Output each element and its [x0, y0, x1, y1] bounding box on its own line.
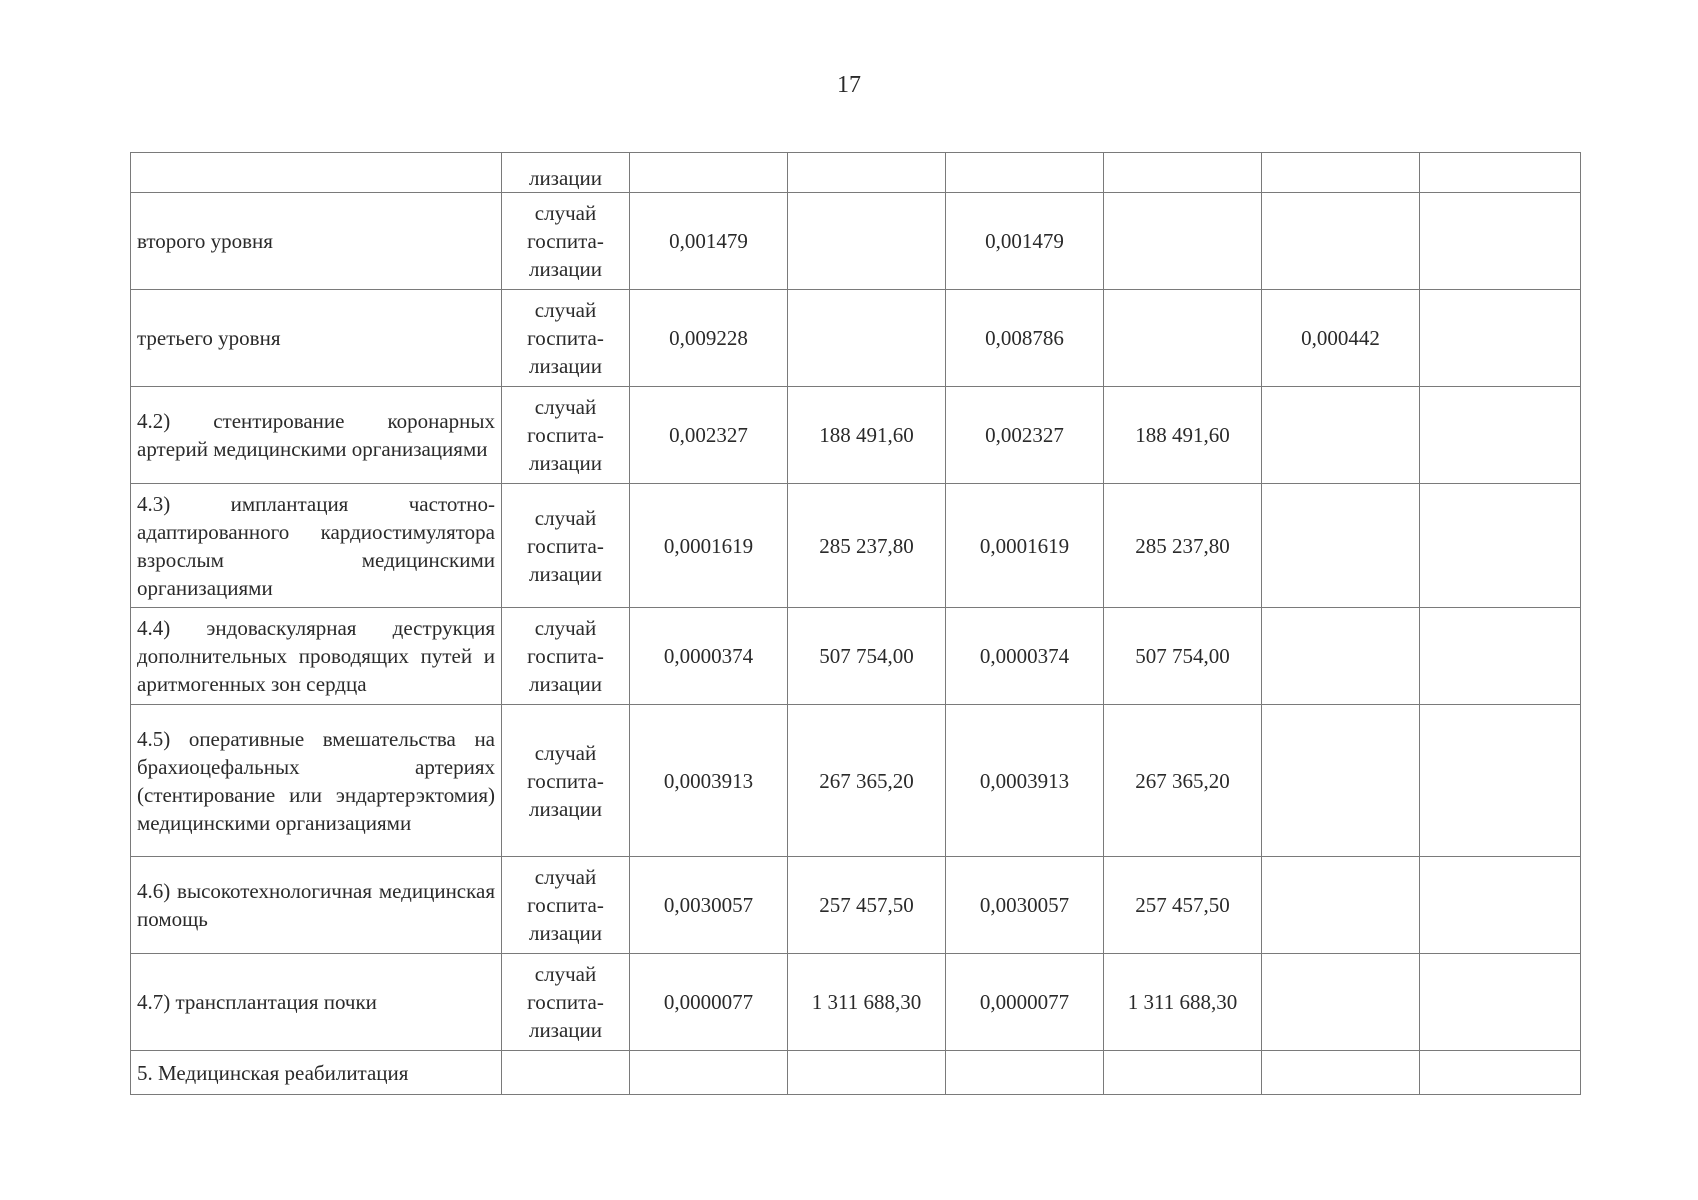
value-cell: 257 457,50: [788, 857, 946, 954]
unit-cell: [502, 608, 630, 705]
value-cell: [1420, 193, 1581, 290]
table-row: [131, 387, 1581, 484]
value-cell: [1262, 1051, 1420, 1095]
value-cell: [1104, 153, 1262, 193]
unit-line: случай: [534, 865, 597, 889]
value-cell: 507 754,00: [788, 608, 946, 705]
unit-line: случай: [534, 740, 597, 765]
value-cell: 0,0000374: [630, 608, 788, 705]
value-cell: 0,0001619: [946, 484, 1104, 608]
unit-line: лизации: [528, 166, 603, 190]
unit-line: лизации: [528, 1018, 603, 1042]
unit-line: лизации: [528, 561, 603, 586]
value-cell: [1262, 608, 1420, 705]
value-cell: 0,000442: [1262, 290, 1420, 387]
value-cell: [1262, 484, 1420, 608]
unit-line: лизации: [528, 354, 603, 378]
value-cell: [1262, 153, 1420, 193]
page-number: 17: [837, 72, 861, 98]
value-cell: [1262, 954, 1420, 1051]
value-cell: 507 754,00: [1104, 608, 1262, 705]
unit-line: лизации: [528, 796, 603, 821]
value-cell: [1104, 193, 1262, 290]
value-cell: [1420, 857, 1581, 954]
unit-line: госпита-: [527, 893, 604, 917]
value-cell: [1420, 290, 1581, 387]
table-row: [131, 193, 1581, 290]
row-name-cell: 4.5) оперативные вмешательства на брахиоцефальных артериях (стентирование или эндартерэктомия) медицинскими организациями: [131, 705, 502, 857]
value-cell: [1420, 705, 1581, 857]
table-row: [131, 1051, 1581, 1095]
value-cell: [946, 153, 1104, 193]
value-cell: 0,0000077: [630, 954, 788, 1051]
value-cell: [1104, 1051, 1262, 1095]
table-row: [131, 153, 1581, 193]
value-cell: 0,0030057: [630, 857, 788, 954]
unit-line: госпита-: [527, 326, 604, 350]
unit-cell: [502, 387, 630, 484]
value-cell: 0,0000077: [946, 954, 1104, 1051]
unit-line: случай: [534, 962, 597, 986]
table-row: [131, 857, 1581, 954]
value-cell: [1420, 954, 1581, 1051]
value-cell: 267 365,20: [788, 705, 946, 857]
unit-cell: [502, 153, 630, 193]
value-cell: 188 491,60: [788, 387, 946, 484]
value-cell: 0,0030057: [946, 857, 1104, 954]
unit-line: лизации: [528, 672, 603, 696]
value-cell: 188 491,60: [1104, 387, 1262, 484]
row-name-cell: 4.7) трансплантация почки: [131, 954, 502, 1051]
value-cell: [1420, 484, 1581, 608]
value-cell: [788, 153, 946, 193]
value-cell: [630, 1051, 788, 1095]
value-cell: [788, 1051, 946, 1095]
value-cell: 267 365,20: [1104, 705, 1262, 857]
unit-cell: [502, 1051, 630, 1095]
unit-line: случай: [534, 298, 597, 322]
value-cell: [788, 193, 946, 290]
unit-line: госпита-: [527, 533, 604, 558]
value-cell: 1 311 688,30: [788, 954, 946, 1051]
value-cell: 257 457,50: [1104, 857, 1262, 954]
unit-line: лизации: [528, 257, 603, 281]
value-cell: 0,008786: [946, 290, 1104, 387]
value-cell: 285 237,80: [1104, 484, 1262, 608]
unit-line: случай: [534, 395, 597, 419]
row-name-cell: [131, 153, 502, 193]
unit-line: лизации: [528, 451, 603, 475]
table-row: [131, 705, 1581, 857]
value-cell: [1420, 1051, 1581, 1095]
table-row: [131, 954, 1581, 1051]
row-name-cell: 4.2) стентирование коронарных артерий медицинскими организациями: [131, 387, 502, 484]
row-name-cell: второго уровня: [131, 193, 502, 290]
value-cell: 1 311 688,30: [1104, 954, 1262, 1051]
row-name-cell: третьего уровня: [131, 290, 502, 387]
value-cell: [1262, 705, 1420, 857]
value-cell: [1104, 290, 1262, 387]
value-cell: 0,001479: [630, 193, 788, 290]
table-row: [131, 484, 1581, 608]
norms-table: [130, 152, 1581, 1095]
row-name-cell: 4.6) высокотехнологичная медицинская помощь: [131, 857, 502, 954]
unit-cell: [502, 954, 630, 1051]
value-cell: [788, 290, 946, 387]
value-cell: 0,002327: [630, 387, 788, 484]
table-row: [131, 290, 1581, 387]
unit-line: госпита-: [527, 423, 604, 447]
value-cell: [1262, 857, 1420, 954]
unit-cell: [502, 857, 630, 954]
value-cell: [1262, 387, 1420, 484]
value-cell: [1262, 193, 1420, 290]
value-cell: 285 237,80: [788, 484, 946, 608]
value-cell: [1420, 387, 1581, 484]
value-cell: [630, 153, 788, 193]
value-cell: 0,002327: [946, 387, 1104, 484]
value-cell: 0,009228: [630, 290, 788, 387]
unit-line: случай: [534, 201, 597, 225]
unit-line: лизации: [528, 921, 603, 945]
unit-line: случай: [534, 505, 597, 530]
value-cell: 0,0003913: [946, 705, 1104, 857]
unit-cell: [502, 705, 630, 857]
value-cell: [946, 1051, 1104, 1095]
table-row: [131, 608, 1581, 705]
unit-line: госпита-: [527, 229, 604, 253]
unit-line: случай: [534, 616, 597, 640]
row-name-cell: 4.4) эндоваскулярная деструкция дополнительных проводящих путей и аритмогенных зон сердца: [131, 608, 502, 705]
unit-line: госпита-: [527, 990, 604, 1014]
value-cell: 0,0003913: [630, 705, 788, 857]
unit-cell: [502, 193, 630, 290]
row-name-cell: 5. Медицинская реабилитация: [131, 1051, 502, 1095]
row-name-cell: 4.3) имплантация частотно-адаптированного кардиостимулятора взрослым медицинскими организациями: [131, 484, 502, 608]
value-cell: [1420, 608, 1581, 705]
value-cell: 0,0000374: [946, 608, 1104, 705]
unit-line: госпита-: [527, 644, 604, 668]
value-cell: 0,0001619: [630, 484, 788, 608]
value-cell: [1420, 153, 1581, 193]
unit-cell: [502, 484, 630, 608]
unit-line: госпита-: [527, 768, 604, 793]
unit-cell: [502, 290, 630, 387]
value-cell: 0,001479: [946, 193, 1104, 290]
